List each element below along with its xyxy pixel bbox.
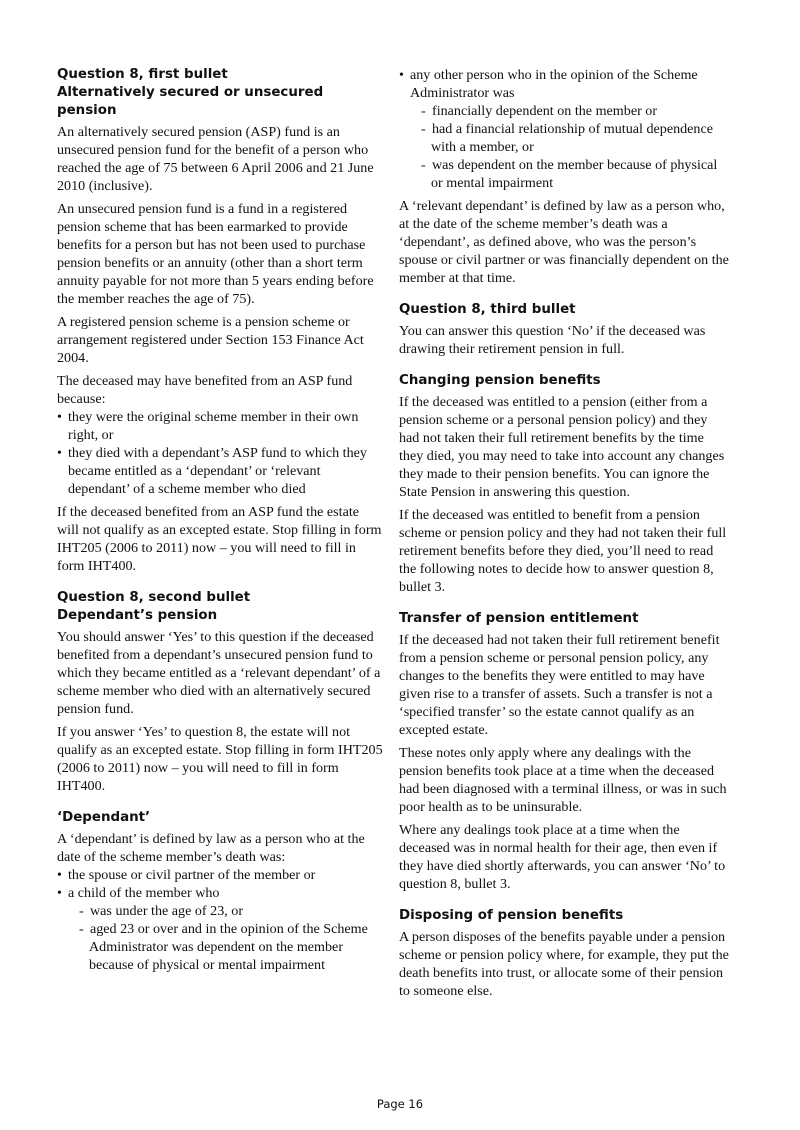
paragraph: A person disposes of the benefits payable under a pension scheme or pension policy where, for example, they put the death benefits into trust, or allocate some of their pension to someone else. <box>399 929 729 999</box>
section-heading: Transfer of pension entitlement <box>399 611 639 626</box>
section-disposing-of-pension-benefits <box>399 907 729 1000</box>
section-heading <box>57 589 383 625</box>
section-asp <box>57 66 383 575</box>
paragraph: These notes only apply where any dealings with the pension benefits took place at a time when the deceased had been diagnosed with a terminal illness, or was in such poor health as to be uninsurable. <box>399 745 727 815</box>
dash-item: - aged 23 or over and in the opinion of the Scheme Administrator was dependent on the member because of physical or mental impairment <box>68 920 383 974</box>
section-third-bullet <box>399 301 729 358</box>
heading-line: Question 8, first bullet <box>57 67 228 82</box>
bullet-text: any other person who in the opinion of the Scheme Administrator was <box>410 67 698 101</box>
bullet-item: • the spouse or civil partner of the member or <box>57 866 383 884</box>
bullet-item <box>399 66 729 192</box>
paragraph: An alternatively secured pension (ASP) fund is an unsecured pension fund for the benefit of a person who reached the age of 75 between 6 April 2006 and 21 June 2010 (inclusive). <box>57 124 374 194</box>
dash-list <box>410 102 729 192</box>
section-heading: Changing pension benefits <box>399 373 601 388</box>
bullet-list <box>399 66 729 192</box>
subheading-line: Alternatively secured or unsecured pension <box>57 85 324 118</box>
dash-item: - was under the age of 23, or <box>68 902 383 920</box>
section-heading: ‘Dependant’ <box>57 810 151 825</box>
dash-list <box>68 902 383 974</box>
paragraph: If the deceased was entitled to benefit from a pension scheme or pension policy and they had not taken their full retirement benefits before they died, you’ll need to read the following notes to decide how to answer question 8, bullet 3. <box>399 507 727 595</box>
paragraph: If the deceased benefited from an ASP fund the estate will not qualify as an excepted estate. Stop filling in form IHT205 (2006 to 2011) now – you will need to fill in form IHT400. <box>57 504 382 574</box>
paragraph: Where any dealings took place at a time when the deceased was in normal health for their age, then even if they have died shortly afterwards, you can answer ‘No’ to question 8, bullet 3. <box>399 822 726 892</box>
bullet-text: a child of the member who <box>68 885 220 901</box>
page-number: Page 16 <box>376 1097 424 1111</box>
paragraph: If the deceased was entitled to a pension (either from a pension scheme or a personal pension policy) and they had not taken their full retirement benefits by the time they died, you may need to take into account any changes they made to their pension benefits. You can ignore the State Pension in answering this question. <box>399 394 725 500</box>
section-dependants-pension <box>57 589 383 795</box>
section-heading: Question 8, third bullet <box>399 302 576 317</box>
heading-line: Question 8, second bullet <box>57 590 251 605</box>
bullet-item: • they died with a dependant’s ASP fund to which they became entitled as a ‘dependant’ or ‘relevant dependant’ of a scheme member who died <box>57 444 383 498</box>
section-dependant-continued <box>399 66 729 287</box>
right-column <box>399 66 729 1014</box>
left-column <box>57 66 383 988</box>
dash-item: - was dependent on the member because of physical or mental impairment <box>410 156 729 192</box>
paragraph: A ‘relevant dependant’ is defined by law as a person who, at the date of the scheme member’s death was a ‘dependant’, as defined above, who was the person’s spouse or civil partner or was financially dependent on the member at that time. <box>399 198 729 286</box>
paragraph: A ‘dependant’ is defined by law as a person who at the date of the scheme member’s death was: <box>57 831 365 865</box>
paragraph: If the deceased had not taken their full retirement benefit from a pension scheme or personal pension policy, any changes to the benefits they were entitled to may have given rise to a transfer of assets. Such a transfer is not a ‘specified transfer’ so the estate cannot qualify as an excepted estate. <box>399 632 720 738</box>
paragraph: If you answer ‘Yes’ to question 8, the estate will not qualify as an excepted estate. Stop filling in form IHT205 (2006 to 2011) now – you will need to fill in form IHT400. <box>57 724 383 794</box>
section-transfer-of-pension-entitlement <box>399 610 729 893</box>
subheading-line: Dependant’s pension <box>57 608 218 623</box>
dash-item: - financially dependent on the member or <box>410 102 729 120</box>
section-heading: Disposing of pension benefits <box>399 908 624 923</box>
bullet-item <box>57 884 383 974</box>
paragraph: You should answer ‘Yes’ to this question if the deceased benefited from a dependant’s unsecured pension fund to which they became entitled as a ‘relevant dependant’ of a scheme member who died with an alternatively secured pension fund. <box>57 629 381 717</box>
bullet-list <box>57 408 383 498</box>
bullet-item: • they were the original scheme member in their own right, or <box>57 408 383 444</box>
section-dependant-definition <box>57 809 383 974</box>
paragraph: The deceased may have benefited from an ASP fund because: <box>57 373 353 407</box>
paragraph: A registered pension scheme is a pension scheme or arrangement registered under Section 153 Finance Act 2004. <box>57 314 364 366</box>
bullet-list <box>57 866 383 974</box>
paragraph: An unsecured pension fund is a fund in a registered pension scheme that has been earmarked to provide benefits for a person but has not been used to purchase pension benefits or an annuity (other than a short term annuity payable for not more than 5 years ending before the member reaches the age of 75). <box>57 201 374 307</box>
dash-item: - had a financial relationship of mutual dependence with a member, or <box>410 120 729 156</box>
paragraph: You can answer this question ‘No’ if the deceased was drawing their retirement pension in full. <box>399 323 706 357</box>
section-changing-pension-benefits <box>399 372 729 596</box>
section-heading <box>57 66 383 120</box>
